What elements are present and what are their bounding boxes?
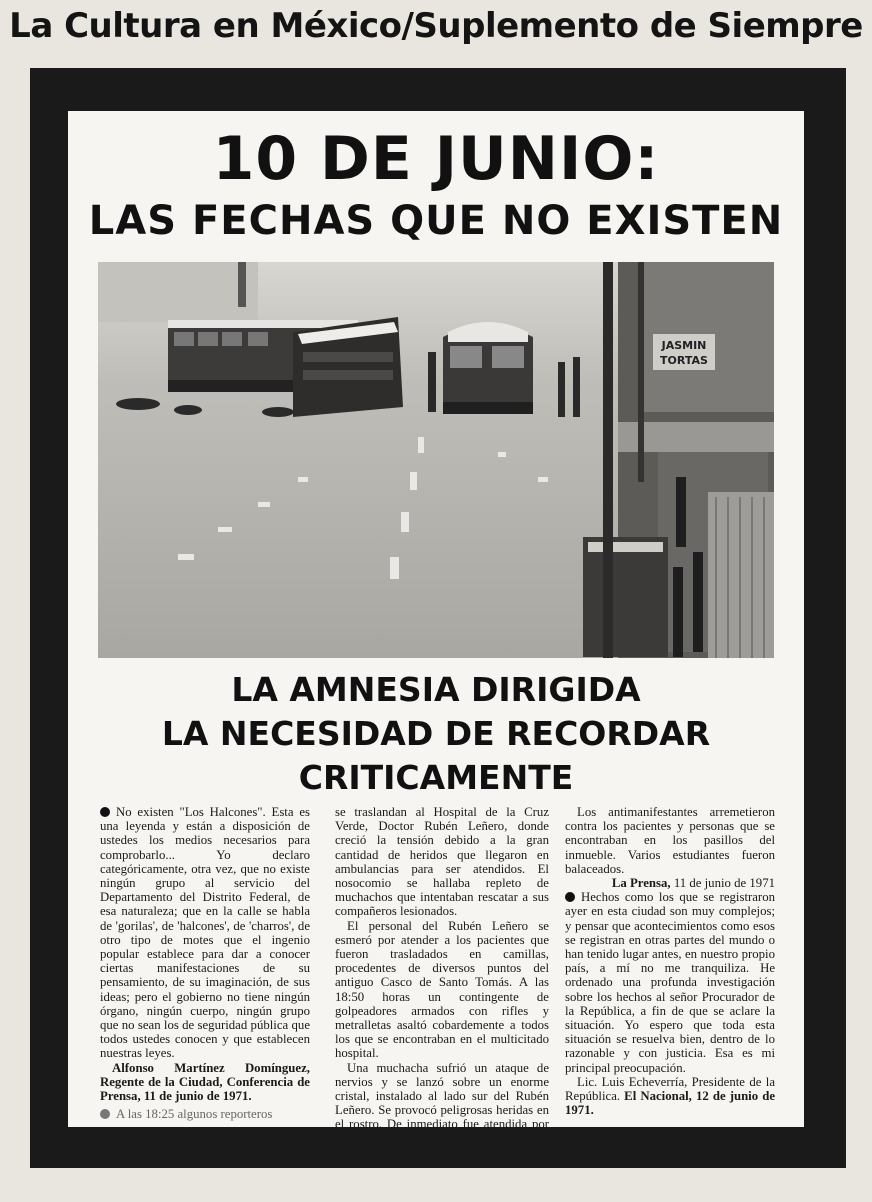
column-1-signature: Alfonso Martínez Domínguez, Regente de la Ciudad, Conferencia de Prensa, 11 de junio de 1971. <box>100 1060 310 1104</box>
column-3-source: La Prensa, <box>611 876 671 891</box>
column-1-trailing: A las 18:25 algunos reporteros <box>116 1107 273 1122</box>
column-1-quote-paragraph <box>100 805 310 1061</box>
column-2-paragraph-3: Una muchacha sufrió un ataque de nervios y se lanzó sobre un enorme cristal, instalado al lado sur del Rubén Leñero. Se provocó peligrosas heridas en el rostro. De inmediato fue atendida por las enfermeras. <box>335 1060 549 1146</box>
column-3-sig-date: 12 de junio de 1971. <box>565 1089 776 1118</box>
column-1-trailing-paragraph <box>100 1107 310 1121</box>
column-3 <box>565 805 775 1117</box>
masthead-title: La Cultura en México/Suplemento de Siempre <box>9 6 863 46</box>
column-2-paragraph-2: El personal del Rubén Leñero se esmeró por atender a los pacientes que fueron trasladados en camillas, procedentes de diversos puntos del antiguo Casco de Santo Tomás. A las 18:50 horas un contingente de golpeadores armados con rifles y metralletas asaltó cobardemente a todos los que se encontraban en el multicitado hospital. <box>335 918 549 1061</box>
column-3-source-date: 11 de junio de 1971 <box>670 876 775 891</box>
subheadline-line3: CRITICAMENTE <box>298 758 574 797</box>
column-3-paragraph-1: Los antimanifestantes arremetieron contra los pacientes y personas que se encontraban en los pasillos del inmueble. Varios estudiantes fueron balaceados. <box>565 805 775 876</box>
column-1-quote: No existen "Los Halcones". Esta es una leyenda y están a disposición de ustedes los medios necesarios para comprobarlo... Yo declaro categóricamente, otra vez, que no existe ningún grupo al servicio del Departamento del Distrito Federal, de esa naturaleza; que en la calle se habla de 'gorilas', de 'halcones', de 'charros', de otro tipo de motes que el ingenio popular establece para dar a conocer ciertas manifestaciones de su pensamiento, de su imaginación, de sus ideas; pero el gobierno no tiene ningún órgano, ningún cuerpo, ningún grupo que no sean los de seguridad pública que todos ustedes conocen y que establecen nuestras leyes. <box>100 805 310 1061</box>
masthead <box>0 0 872 62</box>
column-3-paragraph-2: Hechos como los que se registraron ayer en esta ciudad son muy complejos; y pensar que acontecimientos como esos se registran en otras partes del mundo o han tenido lugar antes, en nuestro propio país, a mí no me tranquiliza. He ordenado una profunda investigación sobre los hechos al señor Procurador de la República, a fin de que se aclare la situación. Yo espero que toda esta situación se resuelva bien, dentro de lo razonable y con justicia. Esa es mi principal preocupación. <box>565 890 775 1075</box>
column-3-paragraph-2-wrap <box>565 890 775 1075</box>
subheadline-line1: LA AMNESIA DIRIGIDA <box>231 670 641 709</box>
bullet-icon <box>100 807 110 817</box>
bullet-icon <box>565 892 575 902</box>
column-1 <box>100 805 310 1121</box>
column-3-source-line <box>565 876 775 890</box>
street-photo <box>98 262 774 658</box>
headline-date: 10 DE JUNIO: <box>212 124 660 194</box>
column-3-sig-source: El Nacional, <box>624 1089 692 1104</box>
headline-subtitle: LAS FECHAS QUE NO EXISTEN <box>88 198 784 244</box>
column-3-signature: Lic. Luis Echeverría, Presidente de la República. <box>565 1074 775 1104</box>
subheadline-line2: LA NECESIDAD DE RECORDAR <box>161 714 711 753</box>
bullet-icon <box>100 1109 110 1119</box>
photo-sign-line2: TORTAS <box>660 354 708 367</box>
column-2 <box>335 805 549 1146</box>
photo-sign-line1: JASMIN <box>661 339 707 352</box>
column-3-signature-block <box>565 1075 775 1118</box>
column-2-paragraph-1: se traslandan al Hospital de la Cruz Verde, Doctor Rubén Leñero, donde creció la tensión debido a la gran cantidad de heridos que llegaron en ambulancias para ser atendidos. El nosocomio se hallaba repleto de muchachos que intentaban rescatar a sus compañeros lesionados. <box>335 805 549 919</box>
